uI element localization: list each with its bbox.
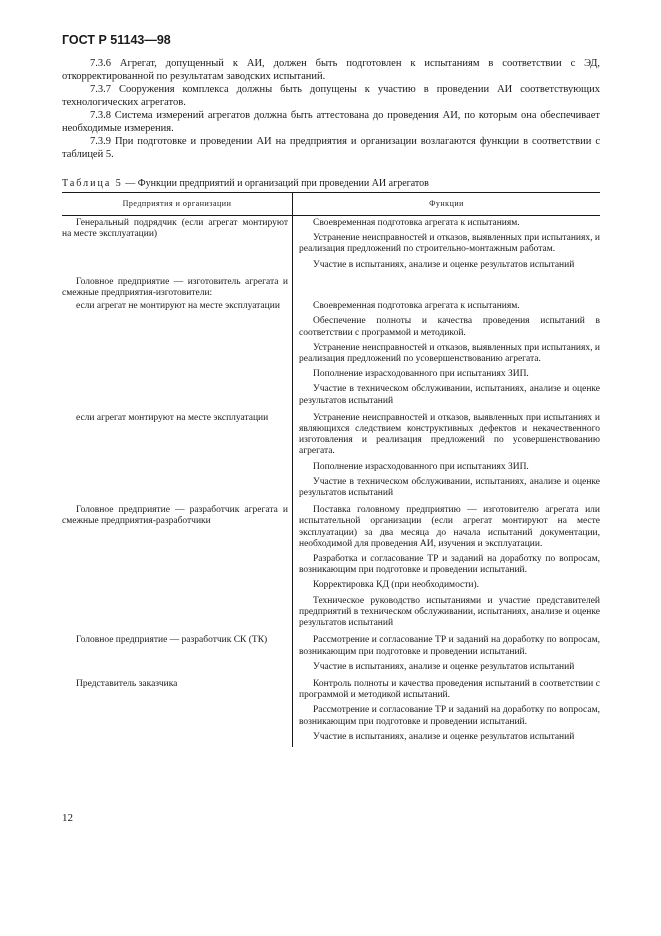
organization-cell (62, 411, 293, 503)
functions-cell (293, 503, 601, 633)
function-item: Участие в испытаниях, анализе и оценке результатов испытаний (313, 259, 575, 270)
function-item: Пополнение израсходованного при испытаниях ЗИП. (313, 461, 529, 472)
organization-name: если агрегат не монтируют на месте эксплуатации (76, 301, 280, 312)
organization-name: Представитель заказчика (76, 678, 178, 689)
function-item: Своевременная подготовка агрегата к испытаниям. (313, 301, 520, 312)
organization-cell (62, 275, 293, 299)
clause-paragraphs (62, 58, 600, 162)
function-item: Разработка и согласование ТР и заданий на доработку по вопросам, возникающим при подготовке и проведении испытаний. (299, 554, 600, 576)
table-caption-text: — Функции предприятий и организаций при проведении АИ агрегатов (122, 178, 429, 189)
organization-name: Головное предприятие — разработчик СК (ТК) (76, 635, 268, 646)
organization-cell (62, 216, 293, 275)
functions-table (62, 192, 600, 747)
organization-name: если агрегат монтируют на месте эксплуатации (76, 412, 269, 423)
functions-cell (293, 275, 601, 299)
standard-designation: ГОСТ Р 51143—98 (62, 33, 171, 47)
function-item: Рассмотрение и согласование ТР и заданий на доработку по вопросам, возникающим при подготовке и проведении испытаний. (299, 635, 600, 657)
table-row (62, 216, 600, 275)
column-header-organizations: Предприятия и организации (62, 193, 293, 216)
table-row (62, 633, 600, 677)
function-item: Участие в испытаниях, анализе и оценке результатов испытаний (313, 661, 575, 672)
function-item: Обеспечение полноты и качества проведения испытаний в соответствии с программой и методикой. (299, 316, 600, 338)
function-item: Техническое руководство испытаниями и участие представителей предприятий в техническом обслуживании, испытаниях, анализе и оценке результатов испытаний (299, 595, 600, 629)
function-item: Участие в испытаниях, анализе и оценке результатов испытаний (313, 731, 575, 742)
organization-name: Головное предприятие — изготовитель агрегата и смежные предприятия-изготовители: (62, 276, 288, 299)
clause-7-3-6: 7.3.6 Агрегат, допущенный к АИ, должен быть подготовлен к испытаниям в соответствии с ЭД, откорректированной по результатам заводских испытаний. (62, 58, 600, 82)
functions-cell (293, 216, 601, 275)
function-item: Участие в техническом обслуживании, испытаниях, анализе и оценке результатов испытаний (299, 476, 600, 499)
function-item: Устранение неисправностей и отказов, выявленных при испытаниях, и реализация предложений по строительно-монтажным работам. (299, 233, 600, 255)
page-number: 12 (62, 812, 73, 824)
organization-cell (62, 633, 293, 677)
table-row (62, 275, 600, 299)
function-item: Контроль полноты и качества проведения испытаний в соответствии с программой и методикой испытаний. (299, 678, 600, 701)
table-caption (62, 178, 429, 189)
functions-cell (293, 411, 601, 503)
organization-name: Головное предприятие — разработчик агрегата и смежные предприятия-разработчики (62, 505, 288, 527)
organization-cell (62, 677, 293, 747)
table-row (62, 677, 600, 747)
function-item: Рассмотрение и согласование ТР и заданий на доработку по вопросам, возникающим при подготовке и проведении испытаний. (299, 705, 600, 727)
table-row (62, 299, 600, 411)
function-item: Участие в техническом обслуживании, испытаниях, анализе и оценке результатов испытаний (299, 384, 600, 406)
clause-7-3-8: 7.3.8 Система измерений агрегатов должна быть аттестована до проведения АИ, по которым она обеспечивает необходимые измерения. (62, 110, 600, 134)
function-item: Устранение неисправностей и отказов, выявленных при испытаниях, и реализация предложений по усовершенствованию агрегата. (299, 342, 600, 365)
functions-cell (293, 633, 601, 677)
functions-cell (293, 299, 601, 411)
functions-cell (293, 677, 601, 747)
function-item: Своевременная подготовка агрегата к испытаниям. (313, 218, 520, 228)
table-caption-label: Таблица 5 (62, 178, 123, 189)
organization-name: Генеральный подрядчик (если агрегат монтируют на месте эксплуатации) (62, 218, 288, 240)
table-header-row (62, 193, 600, 216)
table-row (62, 411, 600, 503)
table-row (62, 503, 600, 633)
organization-cell (62, 299, 293, 411)
table-body (62, 216, 600, 747)
organization-cell (62, 503, 293, 633)
function-item: Корректировка КД (при необходимости). (313, 580, 480, 591)
function-item: Поставка головному предприятию — изготовителю агрегата или испытательной организации (если агрегат монтируют на месте эксплуатации) за два месяца до начала испытаний документации, необходимой для проведения АИ, изучения и эксплуатации. (299, 505, 600, 549)
clause-7-3-9: 7.3.9 При подготовке и проведении АИ на предприятия и организации возлагаются функции в соответствии с таблицей 5. (62, 136, 600, 160)
function-item: Пополнение израсходованного при испытаниях ЗИП. (313, 369, 529, 380)
column-header-functions: Функции (293, 193, 601, 216)
clause-7-3-7: 7.3.7 Сооружения комплекса должны быть допущены к участию в проведении АИ соответствующих технологических агрегатов. (62, 84, 600, 108)
function-item: Устранение неисправностей и отказов, выявленных при испытаниях и являющихся следствием конструктивных дефектов и некачественного изготовления и реализация предложений по усовершенствованию агрегата. (299, 412, 600, 457)
